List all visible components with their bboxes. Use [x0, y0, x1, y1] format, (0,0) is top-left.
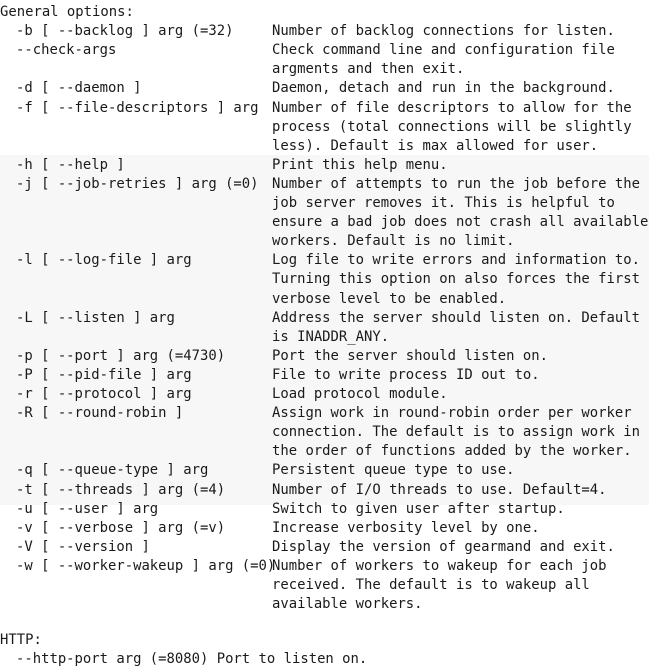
option-description-line: Check command line and configuration file: [272, 42, 615, 59]
option-description-line: is INADDR_ANY.: [272, 328, 390, 345]
option-description-line: Number of I/O threads to use. Default=4.: [272, 481, 607, 498]
option-flag: -h [ --help ]: [16, 156, 125, 173]
option-description-line: Number of attempts to run the job before the: [272, 175, 640, 192]
option-description-line: Number of backlog connections for listen.: [272, 23, 615, 40]
option-flag: -R [ --round-robin ]: [16, 405, 184, 422]
option-description-line: connection. The default is to assign work in: [272, 424, 640, 441]
option-flag: -u [ --user ] arg: [16, 500, 159, 517]
option-flag: -q [ --queue-type ] arg: [16, 462, 209, 479]
option-description-line: received. The default is to wakeup all: [272, 577, 590, 593]
option-description-line: the order of functions added by the worker.: [272, 443, 632, 460]
option-description-line: process (total connections will be slightly: [272, 118, 632, 135]
option-flag: -d [ --daemon ]: [16, 80, 142, 97]
option-description-line: ensure a bad job does not crash all available: [272, 214, 649, 231]
option-description-line: Turning this option on also forces the first: [272, 271, 640, 288]
option-description-line: Print this help menu.: [272, 156, 448, 173]
option-description-line: Increase verbosity level by one.: [272, 519, 540, 536]
option-flag: -P [ --pid-file ] arg: [16, 366, 192, 383]
option-description-line: Switch to given user after startup.: [272, 500, 565, 517]
option-flag: -v [ --verbose ] arg (=v): [16, 519, 226, 536]
option-description-line: File to write process ID out to.: [272, 366, 540, 383]
option-description-line: less). Default is max allowed for user.: [272, 137, 599, 154]
option-flag: -t [ --threads ] arg (=4): [16, 481, 226, 498]
option-flag: -L [ --listen ] arg: [16, 309, 175, 326]
option-description-line: Load protocol module.: [272, 386, 448, 402]
option-description-line: verbose level to be enabled.: [272, 290, 507, 307]
option-description-line: Log file to write errors and information to.: [272, 252, 640, 269]
option-description-line: Number of file descriptors to allow for the: [272, 99, 632, 116]
option-flag: -p [ --port ] arg (=4730): [16, 347, 226, 364]
option-flag: -w [ --worker-wakeup ] arg (=0): [16, 557, 276, 574]
option-description-line: job server removes it. This is helpful to: [272, 195, 615, 211]
option-description-line: Persistent queue type to use.: [272, 462, 515, 479]
option-flag: -r [ --protocol ] arg: [16, 386, 192, 402]
option-flag: -V [ --version ]: [16, 538, 150, 555]
option-description-line: Daemon, detach and run in the background.: [272, 80, 615, 97]
option-description-line: available workers.: [272, 596, 423, 613]
option-description-line: Display the version of gearmand and exit.: [272, 538, 615, 555]
section-heading-general: General options:: [0, 4, 134, 20]
option-description-line: Address the server should listen on. Default: [272, 309, 640, 326]
option-flag: --http-port arg (=8080) Port to listen on.: [16, 651, 368, 668]
option-description-line: Number of workers to wakeup for each job: [272, 557, 607, 574]
option-flag: -j [ --job-retries ] arg (=0): [16, 175, 259, 192]
option-description-line: Port the server should listen on.: [272, 347, 548, 364]
option-description-line: workers. Default is no limit.: [272, 233, 515, 250]
section-heading-http: HTTP:: [0, 632, 42, 649]
option-flag: -f [ --file-descriptors ] arg: [16, 99, 259, 116]
option-flag: --check-args: [16, 42, 117, 59]
option-description-line: argments and then exit.: [272, 61, 465, 78]
option-flag: -b [ --backlog ] arg (=32): [16, 23, 234, 40]
option-description-line: Assign work in round-robin order per worker: [272, 405, 632, 422]
option-flag: -l [ --log-file ] arg: [16, 252, 192, 269]
